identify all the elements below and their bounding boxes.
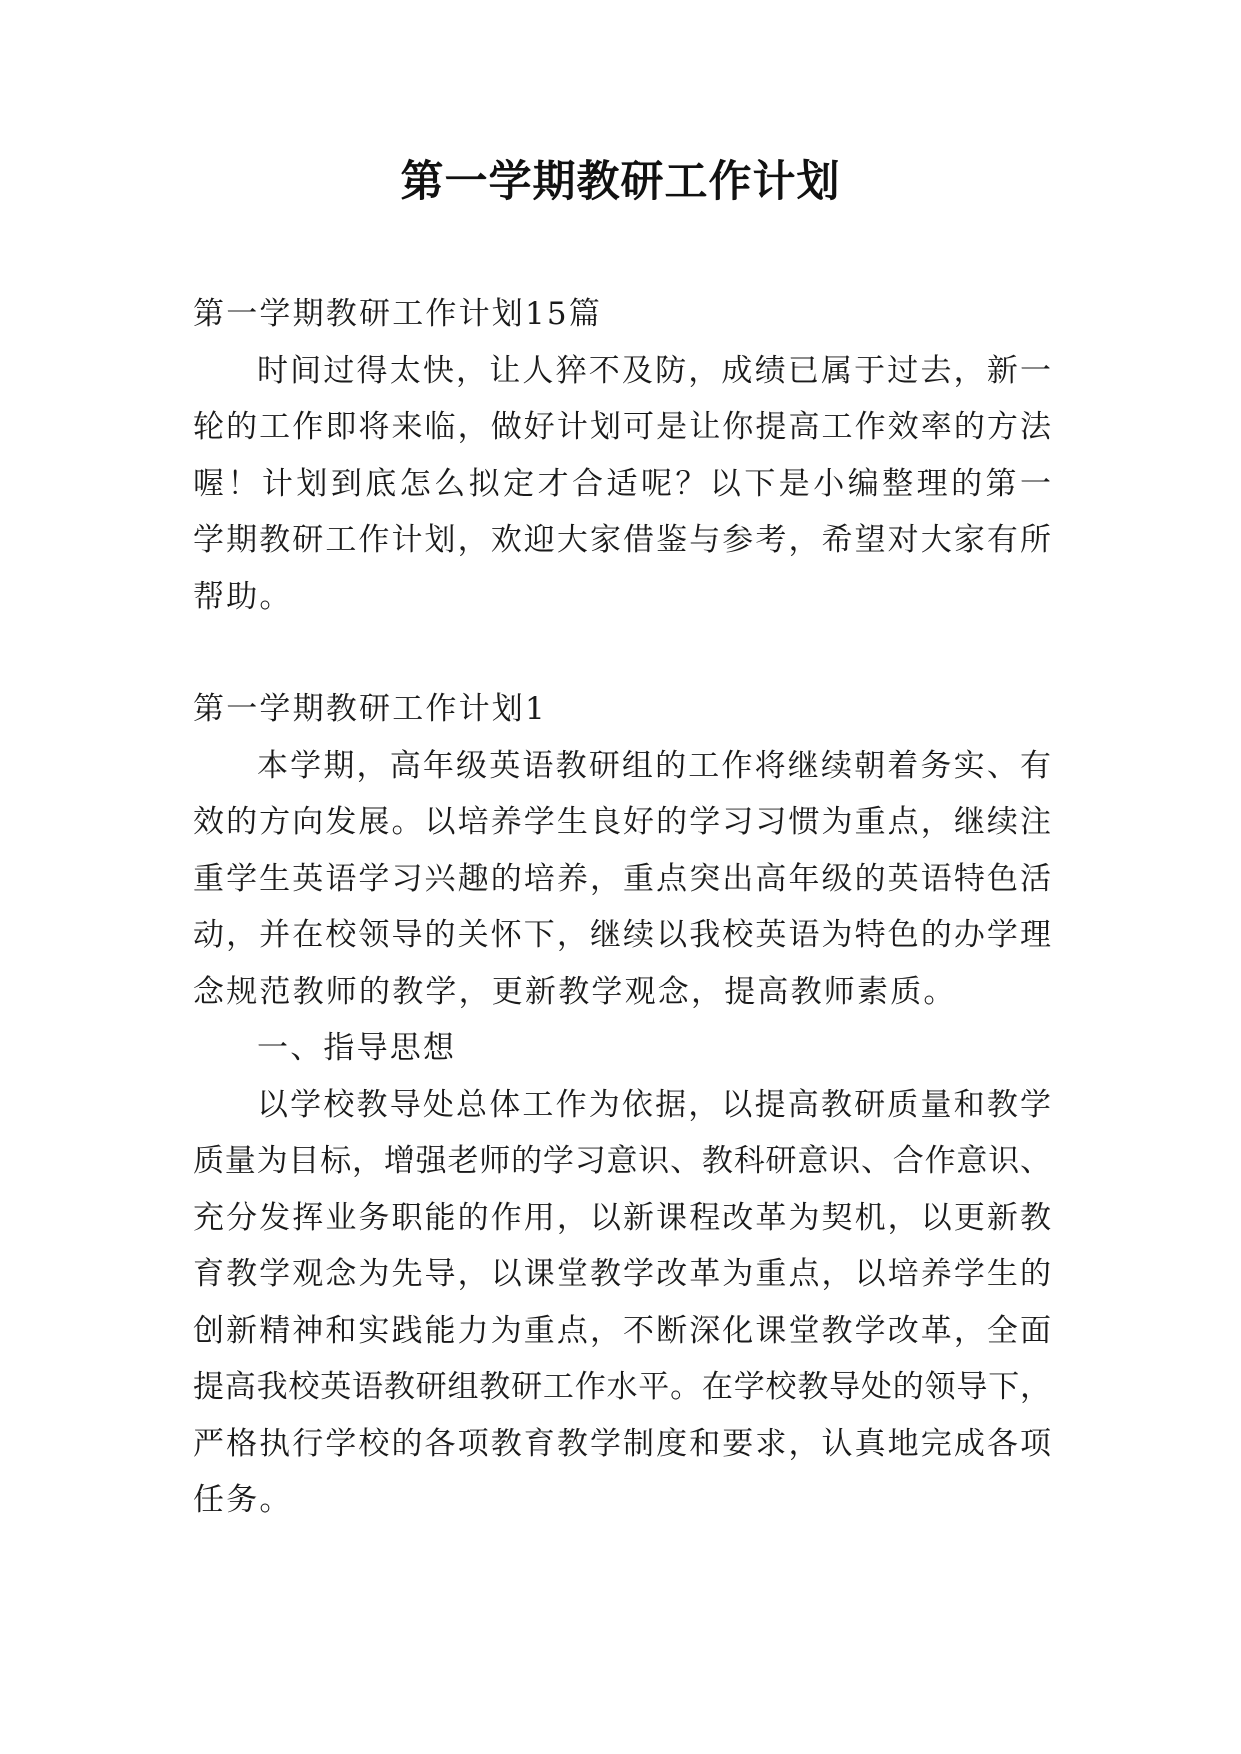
paragraph-line: 严格执行学校的各项教育教学制度和要求，认真地完成各项 xyxy=(193,1425,1051,1462)
paragraph-line: 动，并在校领导的关怀下，继续以我校英语为特色的办学理 xyxy=(193,917,1051,953)
subheading: 一、指导思想 xyxy=(257,1030,457,1066)
paragraph-line: 任务。 xyxy=(193,1482,293,1518)
document-subtitle: 第一学期教研工作计划15篇 xyxy=(193,296,603,332)
paragraph-line: 时间过得太快，让人猝不及防，成绩已属于过去，新一 xyxy=(257,352,1051,389)
intro-paragraph xyxy=(193,343,1051,626)
document-title: 第一学期教研工作计划 xyxy=(400,157,841,207)
section-paragraph xyxy=(193,738,1051,1021)
paragraph-line: 喔！计划到底怎么拟定才合适呢？以下是小编整理的第一 xyxy=(193,465,1051,502)
paragraph-line: 帮助。 xyxy=(193,578,293,615)
guide-subheading-block xyxy=(193,1020,1051,1077)
paragraph-line: 重学生英语学习兴趣的培养，重点突出高年级的英语特色活 xyxy=(193,860,1051,897)
paragraph-line: 充分发挥业务职能的作用，以新课程改革为契机，以更新教 xyxy=(193,1199,1051,1236)
paragraph-line: 创新精神和实践能力为重点，不断深化课堂教学改革，全面 xyxy=(193,1312,1051,1349)
paragraph-line: 质量为目标，增强老师的学习意识、教科研意识、合作意识、 xyxy=(193,1143,1051,1179)
paragraph-line: 效的方向发展。以培养学生良好的学习习惯为重点，继续注 xyxy=(193,804,1051,840)
section-heading: 第一学期教研工作计划1 xyxy=(193,691,547,727)
paragraph-line: 育教学观念为先导，以课堂教学改革为重点，以培养学生的 xyxy=(193,1256,1051,1292)
paragraph-spacer xyxy=(193,625,1051,681)
paragraph-line: 学期教研工作计划，欢迎大家借鉴与参考，希望对大家有所 xyxy=(193,522,1051,558)
guide-paragraph xyxy=(193,1077,1051,1529)
paragraph-line: 提高我校英语教研组教研工作水平。在学校教导处的领导下， xyxy=(193,1369,1051,1405)
paragraph-line: 轮的工作即将来临，做好计划可是让你提高工作效率的方法 xyxy=(193,409,1051,445)
paragraph-line: 以学校教导处总体工作为依据，以提高教研质量和教学 xyxy=(257,1086,1051,1123)
paragraph-line: 本学期，高年级英语教研组的工作将继续朝着务实、有 xyxy=(257,747,1051,784)
paragraph-line: 念规范教师的教学，更新教学观念，提高教师素质。 xyxy=(193,973,957,1010)
document-body xyxy=(193,286,1051,1529)
